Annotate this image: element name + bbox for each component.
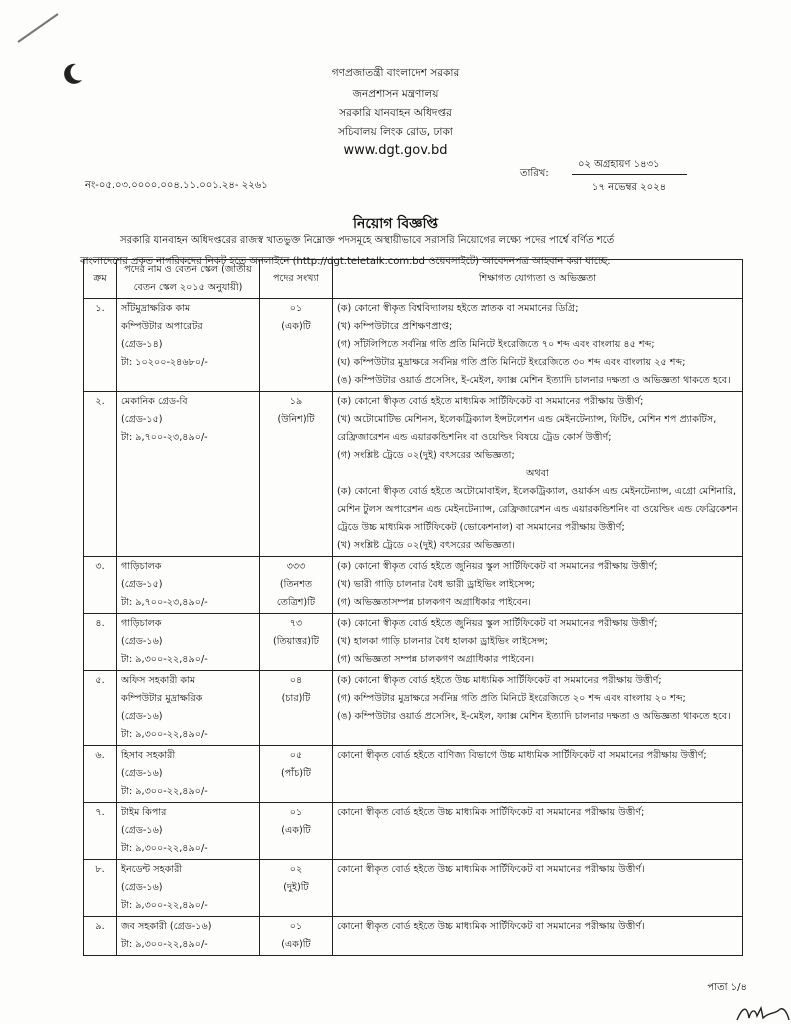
qualification-line: (খ) ভারী গাড়ি চালনার বৈধ ভারী ড্রাইভিং লাইসেন্স;: [337, 579, 535, 590]
header-government: গণপ্রজাতন্ত্রী বাংলাদেশ সরকার: [331, 67, 460, 79]
qualification-line: কোনো স্বীকৃত বোর্ড হইতে বাণিজ্য বিভাগে উচ্চ মাধ্যমিক সার্টিফিকেট বা সমমানের পরীক্ষায় উত্তীর্ণ;: [337, 750, 707, 761]
row-post: [117, 917, 260, 956]
row-qualification: [333, 671, 743, 746]
row-qualification: [333, 614, 743, 671]
qualification-line: কোনো স্বীকৃত বোর্ড হইতে উচ্চ মাধ্যমিক সার্টিফিকেট বা সমমানের পরীক্ষায় উত্তীর্ণ;: [337, 807, 645, 818]
row-qualification: [333, 917, 743, 956]
table-row: [84, 392, 743, 557]
row-post: [117, 671, 260, 746]
qualification-line: (ক) কোনো স্বীকৃত বোর্ড হইতে মাধ্যমিক সার্টিফিকেট বা সমমানের পরীক্ষায় উত্তীর্ণ;: [337, 396, 644, 407]
row-qualification: [333, 860, 743, 917]
table-row: [84, 746, 743, 803]
post-line: (গ্রেড-১৬): [121, 825, 163, 836]
table-header-row: [84, 260, 743, 299]
row-count: [260, 917, 333, 956]
count-line: ০১: [289, 303, 303, 314]
count-line: (এক)টি: [281, 321, 311, 332]
count-line: ৭৩: [289, 618, 303, 629]
qualification-line: (খ) হালকা গাড়ি চালনার বৈধ হালকা ড্রাইভিং লাইসেন্স;: [337, 636, 548, 647]
count-line: (পাঁচ)টি: [281, 768, 311, 779]
count-line: (এক)টি: [281, 825, 311, 836]
qualification-line: (ঙ) কম্পিউটার ওয়ার্ড প্রসেসিং, ই-মেইল, ফ্যাক্স মেশিন ইত্যাদি চালনার দক্ষতা ও অভিজ্ঞতা থাকতে হবে।: [337, 375, 731, 386]
row-post: [117, 614, 260, 671]
qualification-alt-line: (ক) কোনো স্বীকৃত বোর্ড হইতে অটোমোবাইল, ইলেকট্রিক্যাল, ওয়ার্কস এন্ড মেইনটেন্যান্স, এগ্রো মেশিনারি, মেশিন টুলস অপারেশন এন্ড মেইনটেন্যান্স, রেফ্রিজারেশন এন্ড এয়ারকন্ডিশনিং বা ওয়েল্ডিং এন্ড ফেব্রিকেশন ট্রেডে উচ্চ মাধ্যমিক সার্টিফিকেট (ভোকেশনাল) বা সমমানের পরীক্ষায় উত্তীর্ণ;: [337, 486, 738, 533]
post-line: টা: ৯,৩০০-২২,৪৯০/-: [121, 654, 208, 665]
table-row: [84, 614, 743, 671]
row-serial: ৮.: [84, 860, 117, 917]
post-line: (গ্রেড-১৫): [121, 579, 163, 590]
post-line: টা: ৯,৩০০-২২,৪৯০/-: [121, 900, 208, 911]
post-line: টা: ৯,৭০০-২৩,৪৯০/-: [121, 597, 208, 608]
post-line: কম্পিউটার মুদ্রাক্ষরিক: [121, 693, 203, 704]
count-line: (তিয়াত্তর)টি: [273, 636, 319, 647]
count-line: (দুই)টি: [283, 882, 309, 893]
table-row: [84, 803, 743, 860]
count-line: (এক)টি: [281, 939, 311, 950]
post-line: অফিস সহকারী কাম: [121, 675, 196, 686]
post-line: (গ্রেড-১৪): [121, 339, 163, 350]
header-ministry: জনপ্রশাসন মন্ত্রণালয়: [352, 88, 439, 100]
row-serial: ২.: [84, 392, 117, 557]
row-serial: ১.: [84, 299, 117, 392]
qualification-line: কোনো স্বীকৃত বোর্ড হইতে উচ্চ মাধ্যমিক সার্টিফিকেট বা সমমানের পরীক্ষায় উত্তীর্ণ।: [337, 921, 645, 932]
row-count: [260, 614, 333, 671]
row-serial: ৭.: [84, 803, 117, 860]
date-bangla: ০২ অগ্রহায়ণ ১৪৩১: [578, 159, 660, 170]
post-line: ইনডেন্ট সহকারী: [121, 864, 183, 875]
date-label: তারিখ:: [520, 168, 549, 179]
qualification-line: (ক) কোনো স্বীকৃত বোর্ড হইতে উচ্চ মাধ্যমিক সার্টিফিকেট বা সমমানের পরীক্ষায় উত্তীর্ণ;: [337, 675, 662, 686]
row-count: [260, 392, 333, 557]
post-line: গাড়িচালক: [121, 618, 162, 629]
count-line: ১৯: [289, 396, 303, 407]
count-line: ০১: [289, 807, 303, 818]
post-line: টা: ৯,৩০০-২২,৪৯০/-: [121, 786, 208, 797]
post-line: গাড়িচালক: [121, 561, 162, 572]
qualification-line: কোনো স্বীকৃত বোর্ড হইতে উচ্চ মাধ্যমিক সার্টিফিকেট বা সমমানের পরীক্ষায় উত্তীর্ণ।: [337, 864, 645, 875]
header-department: সরকারি যানবাহন অধিদপ্তর: [339, 107, 452, 119]
table-row: [84, 299, 743, 392]
post-line: টা: ১০২০০-২৪৬৮০/-: [121, 357, 208, 368]
row-serial: ৬.: [84, 746, 117, 803]
row-serial: ৯.: [84, 917, 117, 956]
post-line: টা: ৯,৩০০-২২,৪৯০/-: [121, 939, 208, 950]
qualification-line: (ঙ) কম্পিউটার ওয়ার্ড প্রসেসিং, ই-মেইল, ফ্যাক্স মেশিন ইত্যাদি চালনার দক্ষতা ও অভিজ্ঞতা থাকতে হবে।: [337, 711, 731, 722]
row-qualification: [333, 557, 743, 614]
row-count: [260, 746, 333, 803]
qualification-line: (খ) অটোমোটিভ মেশিনস, ইলেকট্রিক্যাল ইন্সটলেশন এন্ড মেইনটেন্যান্স, ফিটিং, মেশিন শপ প্র্যাকটিস, রেফ্রিজারেশন এন্ড এয়ারকন্ডিশনিং বা ওয়েল্ডিং বিষয়ে ট্রেড কোর্স উত্তীর্ণ;: [337, 414, 717, 443]
qualification-line: (খ) কম্পিউটারে প্রশিক্ষণপ্রাপ্ত;: [337, 321, 453, 332]
intro-line-2: বাংলাদেশের প্রকৃত নাগরিকদের নিকট হতে অনলাইনে (http://dgt.teletalk.com.bd ওয়েবসাইটে) আবেদনপত্র আহবান করা যাচ্ছে:: [80, 256, 611, 267]
header-address: সচিবালয় লিংক রোড, ঢাকা: [338, 126, 453, 138]
row-count: [260, 860, 333, 917]
row-qualification: [333, 803, 743, 860]
vacancy-table: [83, 259, 743, 956]
post-line: (গ্রেড-১৬): [121, 711, 163, 722]
page-number: পাতা ১/৪: [707, 982, 747, 993]
qualification-line: (ক) কোনো স্বীকৃত বোর্ড হইতে জুনিয়র স্কুল সার্টিফিকেট বা সমমানের পরীক্ষায় উত্তীর্ণ;: [337, 561, 658, 572]
count-line: ০২: [289, 864, 303, 875]
row-post: [117, 299, 260, 392]
post-line: (গ্রেড-১৬): [121, 768, 163, 779]
post-line: হিসাব সহকারী: [121, 750, 176, 761]
row-serial: ৩.: [84, 557, 117, 614]
qualification-alt-line: (খ) সংশ্লিষ্ট ট্রেডে ০২(দুই) বৎসরের অভিজ্ঞতা।: [337, 540, 515, 551]
count-line: ০১: [289, 921, 303, 932]
header-count: পদের সংখ্যা: [260, 260, 333, 299]
qualification-line: (গ) অভিজ্ঞতা সম্পন্ন চালকগণ অগ্রাধিকার পাইবেন।: [337, 654, 535, 665]
or-separator: অথবা: [526, 468, 549, 479]
post-line: টা: ৯,৭০০-২৩,৪৯০/-: [121, 432, 208, 443]
row-post: [117, 803, 260, 860]
row-post: [117, 860, 260, 917]
qualification-line: (গ) অভিজ্ঞতাসম্পন্ন চালকগণ অগ্রাধিকার পাইবেন।: [337, 597, 531, 608]
qualification-line: (ক) কোনো স্বীকৃত বোর্ড হইতে জুনিয়র স্কুল সার্টিফিকেট বা সমমানের পরীক্ষায় উত্তীর্ণ;: [337, 618, 658, 629]
table-row: [84, 860, 743, 917]
qualification-line: (গ) সাঁটলিপিতে সর্বনিম্ন গতি প্রতি মিনিটে ইংরেজিতে ৭০ শব্দ এবং বাংলায় ৪৫ শব্দ;: [337, 339, 655, 350]
notice-title: নিয়োগ বিজ্ঞপ্তি: [352, 216, 439, 232]
count-line: তেত্রিশ)টি: [276, 597, 316, 608]
qualification-line: (ঘ) কম্পিউটার মুদ্রাক্ষরে সর্বনিম্ন গতি প্রতি মিনিটে ইংরেজিতে ৩০ শব্দ এবং বাংলায় ২৫ শব্দ;: [337, 357, 686, 368]
count-line: (চার)টি: [281, 693, 311, 704]
qualification-line: (গ) সংশ্লিষ্ট ট্রেডে ০২(দুই) বৎসরের অভিজ্ঞতা;: [337, 450, 515, 461]
header-website[interactable]: www.dgt.gov.bd: [343, 143, 448, 158]
post-line: টা: ৯,৩০০-২২,৪৯০/-: [121, 843, 208, 854]
qualification-line: (ক) কোনো স্বীকৃত বিশ্ববিদ্যালয় হইতে স্নাতক বা সমমানের ডিগ্রি;: [337, 303, 579, 314]
row-qualification: [333, 299, 743, 392]
post-line: (গ্রেড-১৬): [121, 636, 163, 647]
header-qualification: শিক্ষাগত যোগ্যতা ও অভিজ্ঞতা: [333, 260, 743, 299]
post-line: (গ্রেড-১৬): [121, 882, 163, 893]
count-line: ৩৩৩: [286, 561, 306, 572]
post-line: টা: ৯,৩০০-২২,৪৯০/-: [121, 729, 208, 740]
row-post: [117, 746, 260, 803]
count-line: (উনিশ)টি: [277, 414, 315, 425]
header-serial: ক্রম: [84, 260, 117, 299]
row-count: [260, 803, 333, 860]
header-post: পদের নাম ও বেতন স্কেল (জাতীয় বেতন স্কেল ২০১৫ অনুযায়ী): [117, 260, 260, 299]
date-english: ১৭ নভেম্বর ২০২৪: [592, 182, 667, 193]
table-row: [84, 671, 743, 746]
post-line: মেকানিক গ্রেড-বি: [121, 396, 188, 407]
row-post: [117, 392, 260, 557]
post-line: টাইম কিপার: [121, 807, 167, 818]
row-qualification: [333, 392, 743, 557]
row-post: [117, 557, 260, 614]
count-line: (তিনশত: [279, 579, 313, 590]
post-line: জব সহকারী (গ্রেড-১৬): [121, 921, 212, 932]
row-count: [260, 671, 333, 746]
table-row: [84, 557, 743, 614]
memo-number: নং-০৫.০৩.০০০০.০০৪.১১.০০১.২৪- ২২৬১: [85, 180, 268, 191]
signature-mark: [735, 1002, 791, 1024]
row-qualification: [333, 746, 743, 803]
qualification-line: (গ) কম্পিউটার মুদ্রাক্ষরে সর্বনিম্ন গতি প্রতি মিনিটে ইংরেজিতে ২০ শব্দ এবং বাংলায় ২০ শব্দ;: [337, 693, 686, 704]
vacancy-rows: [84, 299, 743, 956]
pen-stroke-mark: [14, 10, 64, 46]
date-divider: [572, 174, 687, 175]
table-row: [84, 917, 743, 956]
post-line: সাঁটমুদ্রাক্ষরিক কাম: [121, 303, 191, 314]
post-line: কম্পিউটার অপারেটর: [121, 321, 203, 332]
row-serial: ৫.: [84, 671, 117, 746]
post-line: (গ্রেড-১৫): [121, 414, 163, 425]
intro-line-1: সরকারি যানবাহন অধিদপ্তরের রাজস্ব খাতভুক্ত নিম্নোক্ত পদসমূহে অস্থায়ীভাবে সরাসরি নিয়োগের লক্ষ্যে পদের পার্শ্বে বর্ণিত শর্তে: [120, 235, 615, 246]
count-line: ০৪: [289, 675, 303, 686]
row-count: [260, 299, 333, 392]
row-serial: ৪.: [84, 614, 117, 671]
row-count: [260, 557, 333, 614]
count-line: ০৫: [289, 750, 303, 761]
